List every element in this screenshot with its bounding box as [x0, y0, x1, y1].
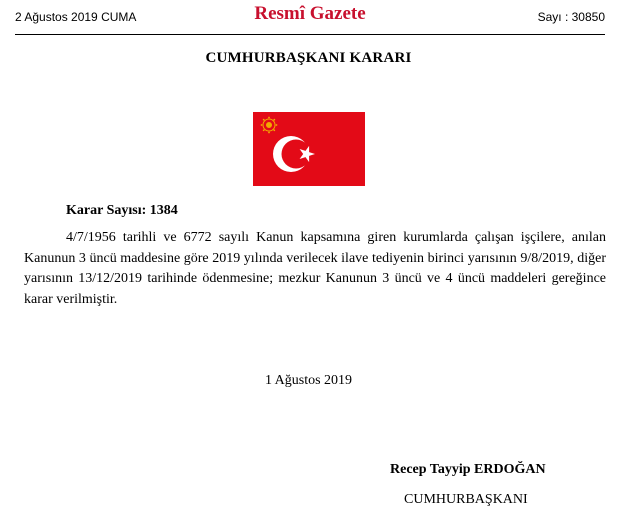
- turkish-flag-emblem: [253, 112, 365, 186]
- gazette-header: [15, 0, 605, 35]
- signer-name: Recep Tayyip ERDOĞAN: [390, 462, 546, 477]
- header-date: 2 Ağustos 2019 CUMA: [15, 10, 137, 24]
- document-title: CUMHURBAŞKANI KARARI: [205, 50, 412, 66]
- decision-number: Karar Sayısı: 1384: [66, 203, 178, 218]
- issue-number: Sayı : 30850: [537, 10, 605, 24]
- gazette-title: Resmî Gazete: [254, 3, 366, 24]
- signature-date: 1 Ağustos 2019: [264, 373, 353, 388]
- presidential-seal-icon: [261, 117, 278, 134]
- signer-title: CUMHURBAŞKANI: [404, 492, 528, 507]
- decision-body: 4/7/1956 tarihli ve 6772 sayılı Kanun kapsamına giren kurumlarda çalışan işçilere, anılan Kanunun 3 üncü maddesine göre 2019 yılında verilecek ilave tediyenin birinci yarısının 9/8/2019, diğer yarısının 13/12/2019 tarihinde ödenmesine; mezkur Kanunun 3 üncü ve 4 üncü maddeleri gereğince karar verilmiştir.: [24, 230, 606, 307]
